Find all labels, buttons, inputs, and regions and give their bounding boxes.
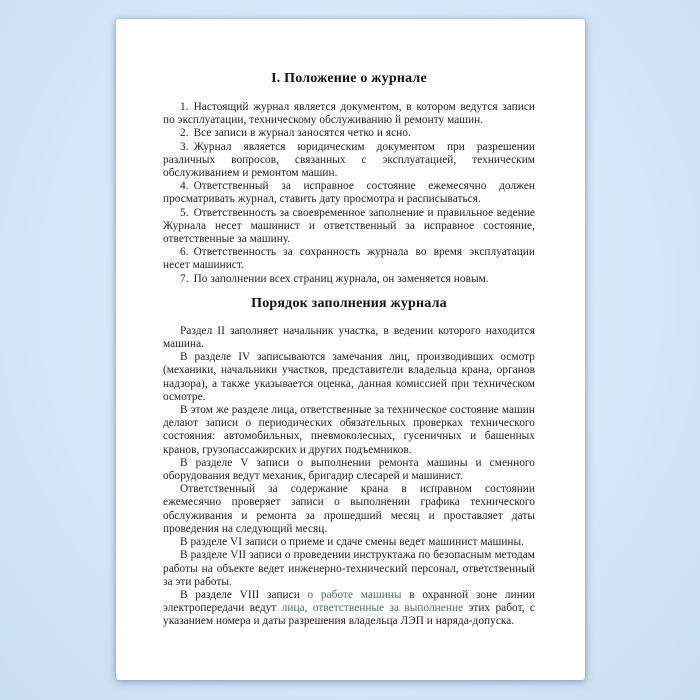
item-text: Ответственность за своевременное заполнение и правильное ведение Журнала несет машинист и ответственный за исправное состояние, ответственные за машину.: [163, 206, 535, 246]
section2-title: Порядок заполнения журнала: [251, 295, 447, 311]
item-text: Ответственный за исправное состояние ежемесячно должен просматривать журнал, ставить дату просмотра и расписываться.: [163, 180, 535, 206]
item-number: 7.: [180, 272, 189, 285]
tinted-text: о работе машины: [307, 588, 402, 601]
paragraph-text: В разделе VIII записи: [180, 588, 308, 601]
numbered-item-3: [163, 141, 535, 181]
document-page: [116, 19, 585, 680]
numbered-item-2: [163, 127, 535, 140]
item-text: По заполнении всех страниц журнала, он заменяется новым.: [193, 272, 489, 285]
paragraph-razdel-8: [163, 589, 535, 629]
section1-title: I. Положение о журнале: [271, 71, 427, 86]
item-number: 3.: [180, 140, 189, 153]
item-text: Все записи в журнал заносятся четко и ясно.: [193, 127, 411, 140]
item-text: Ответственность за сохранность журнала во время эксплуатации несет машинист.: [163, 246, 535, 272]
item-number: 4.: [180, 180, 189, 193]
item-text: Журнал является юридическим документом при разрешении различных вопросов, связанных с эксплуатацией, техническим обслуживанием и ремонтом машин.: [163, 140, 535, 180]
paragraph-razdel-4: В разделе IV записываются замечания лиц, производивших осмотр (механики, начальники участков, представители владельца крана, органов надзора), а также указывается оценка, данная комиссией при техническом осмотре.: [163, 351, 535, 403]
paragraph-text: этих работ, с указанием номера и даты разрешения владельца ЛЭП и наряда-допуска.: [163, 602, 535, 628]
paragraph-monthly-check: Ответственный за содержание крана в исправном состоянии ежемесячно проверяет записи о выполнении графика технического обслуживания и ремонта за прошедший месяц и проставляет даты проведения на следующий месяц.: [163, 483, 535, 535]
item-number: 6.: [180, 246, 189, 259]
numbered-item-4: [163, 180, 535, 206]
paragraph-razdel-7: В разделе VII записи о проведении инструктажа по безопасным методам работы на объекте ведет инженерно-технический персонал, ответственный за эти работы.: [163, 549, 535, 588]
paragraph-razdel-4b: В этом же разделе лица, ответственные за техническое состояние машин делают записи о периодических обязательных проверках технического состояния: автомобильных, пневмоколесных, гусеничных и башенных кранов, грузопассажирских и других подъемников.: [163, 404, 535, 456]
tinted-text: лица, ответственные за выполнение: [281, 602, 464, 615]
item-number: 1.: [180, 101, 189, 113]
numbered-item-5: [163, 207, 535, 247]
paragraph-text: в охранной зоне линии электропередачи ведут: [163, 588, 535, 615]
paragraph-razdel-2: Раздел II заполняет начальник участка, в ведении которого находится машина.: [163, 324, 535, 351]
paragraph-razdel-5: В разделе V записи о выполнении ремонта машины и сменного оборудования ведут механик, бригадир слесарей и машинист.: [163, 456, 535, 483]
numbered-item-6: [163, 246, 535, 272]
item-number: 5.: [180, 206, 189, 219]
numbered-item-7: [163, 273, 535, 286]
numbered-item-1: [163, 101, 535, 127]
paragraph-razdel-6: В разделе VI записи о приеме и сдаче смены ведет машинист машины.: [180, 536, 525, 549]
item-number: 2.: [180, 127, 189, 140]
item-text: Настоящий журнал является документом, в котором ведутся записи по эксплуатации, техническому обслуживанию й ремонту машин.: [163, 101, 535, 127]
